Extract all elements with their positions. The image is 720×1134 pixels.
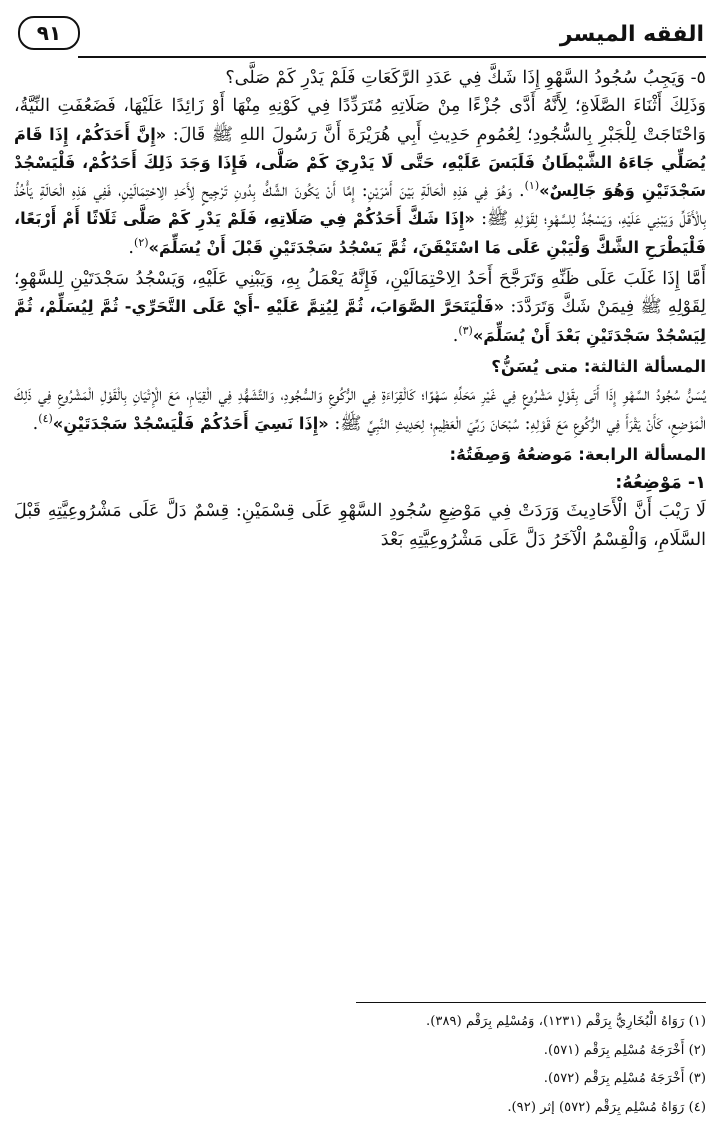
text-segment: وَهُوَ فِي هَذِهِ الْحَالَةِ بَيْنَ أَمْرَيْنِ: إِمَّا أَنْ يَكُونَ الشَّكُّ بِدُونِ تَرْجِيحٍ لِأَحَدِ الِاحْتِمَالَيْنِ، فَفِي هَذِهِ الْحَالَةِ يَأْخُذُ بِالْأَقَلِّ وَيَبْنِي عَلَيْهِ، وَيَسْجُدُ لِلسَّهْوِ؛ لِقَوْلِهِ ﷺ:	[14, 181, 706, 230]
footnote-item: (٤) رَوَاهُ مُسْلِم بِرَقْم (٥٧٢) إثر (٩٢).	[507, 1099, 706, 1115]
paragraph-position: لَا رَيْبَ أَنَّ الْأَحَادِيثَ وَرَدَتْ فِي مَوْضِعِ سُجُودِ السَّهْوِ عَلَى قِسْمَيْنِ: قِسْمٌ دَلَّ عَلَى مَشْرُوعِيَّتِهِ قَبْلَ السَّلَامِ، وَالْقِسْمُ الْآخَرُ دَلَّ عَلَى مَشْرُوعِيَّتِهِ بَعْدَ	[14, 501, 706, 550]
footnote-ref: (٢)	[134, 235, 149, 249]
hadith-quote: «فَلْيَتَحَرَّ الصَّوَابَ، ثُمَّ لِيُتِمَّ عَلَيْهِ -أَيْ عَلَى التَّحَرِّي- ثُمَّ لِيُسَلِّمْ، ثُمَّ لِيَسْجُدْ سَجْدَتَيْنِ بَعْدَ أَنْ يُسَلِّمَ»	[14, 297, 706, 345]
text-segment: أَنَّ رَسُولَ اللهِ ﷺ قَالَ:	[172, 124, 342, 145]
subsection-heading: ١- مَوْضِعُهُ:	[615, 473, 706, 494]
footnote-ref: (١)	[524, 179, 540, 193]
main-text	[14, 64, 706, 554]
page-header	[14, 8, 706, 56]
book-page	[14, 0, 706, 1134]
paragraph-when-sunnah: يُسَنُّ سُجُودُ السَّهْوِ إِذَا أَتَى بِقَوْلٍ مَشْرُوعٍ فِي غَيْرِ مَحَلِّهِ سَهْوًا؛ كَالْقِرَاءَةِ فِي الرُّكُوعِ وَالسُّجُودِ، وَالتَّشَهُّدِ فِي الْقِيَامِ، مَعَ الْإِتْيَانِ بِالْقَوْلِ الْمَشْرُوعِ فِي ذَلِكَ الْمَوْضِعِ، كَأَنْ يَقْرَأَ فِي الرُّكُوعِ مَعَ قَوْلِهِ: سُبْحَانَ رَبِّيَ الْعَظِيمِ؛ لِحَدِيثِ النَّبِيِّ ﷺ: «إِذَا نَسِيَ أَحَدُكُمْ فَلْيَسْجُدْ سَجْدَتَيْنِ»$^{(٤)}$.	[14, 385, 706, 434]
hadith-quote: «إِنَّ أَحَدَكُمْ، إِذَا قَامَ يُصَلِّي جَاءَهُ الشَّيْطَانُ فَلَبَسَ عَلَيْهِ، حَتَّى لَا يَدْرِيَ كَمْ صَلَّى، فَإِذَا وَجَدَ ذَلِكَ أَحَدُكُمْ، فَلْيَسْجُدْ سَجْدَتَيْنِ وَهُوَ جَالِسٌ»	[14, 124, 707, 201]
section-heading-3: المسألة الثالثة: متى يُسَنُّ؟	[491, 356, 706, 376]
paragraph-point-5: ٥- وَيَجِبُ سُجُودُ السَّهْوِ إِذَا شَكَّ فِي عَدَدِ الرَّكَعَاتِ فَلَمْ يَدْرِ كَمْ صَلَّى؟	[225, 68, 706, 88]
header-divider	[78, 56, 706, 58]
hadith-quote: «إِذَا شَكَّ أَحَدُكُمْ فِي صَلَاتِهِ، فَلَمْ يَدْرِ كَمْ صَلَّى ثَلَاثًا أَمْ أَرْبَعًا، فَلْيَطْرَحِ الشَّكَّ وَلْيَبْنِ عَلَى مَا اسْتَيْقَنَ، ثُمَّ يَسْجُدُ سَجْدَتَيْنِ قَبْلَ أَنْ يُسَلِّمَ»	[14, 209, 706, 257]
text-segment: وَذَلِكَ أَثْنَاءَ الصَّلَاةِ؛ لِأَنَّهُ أَدَّى جُزْءًا مِنْ صَلَاتِهِ مُتَرَدِّدًا فِي كَوْنِهِ مِنْهَا أَوْ زَائِدًا عَلَيْهَا، فَضَعُفَتِ النِّيَّةُ، وَاحْتَاجَتْ لِلْجَبْرِ بِالسُّجُودِ؛ لِعُمُومِ حَدِيثِ أَبِي هُرَيْرَةَ	[14, 96, 707, 145]
footnote-item: (٢) أَخْرَجَهُ مُسْلِم بِرَقْم (٥٧١).	[543, 1042, 706, 1058]
footnote-ref: (٤)	[38, 411, 53, 425]
text-segment: يُسَنُّ سُجُودُ السَّهْوِ إِذَا أَتَى بِقَوْلٍ مَشْرُوعٍ فِي غَيْرِ مَحَلِّهِ سَهْوًا؛ كَالْقِرَاءَةِ فِي الرُّكُوعِ وَالسُّجُودِ، وَالتَّشَهُّدِ فِي الْقِيَامِ، مَعَ الْإِتْيَانِ بِالْقَوْلِ الْمَشْرُوعِ فِي ذَلِكَ الْمَوْضِعِ، كَأَنْ يَقْرَأَ فِي الرُّكُوعِ مَعَ قَوْلِهِ: سُبْحَانَ رَبِّيَ الْعَظِيمِ؛ لِحَدِيثِ النَّبِيِّ ﷺ:	[14, 385, 706, 434]
paragraph-explanation: وَذَلِكَ أَثْنَاءَ الصَّلَاةِ؛ لِأَنَّهُ أَدَّى جُزْءًا مِنْ صَلَاتِهِ مُتَرَدِّدًا فِي كَوْنِهِ مِنْهَا أَوْ زَائِدًا عَلَيْهَا، فَضَعُفَتِ النِّيَّةُ، وَاحْتَاجَتْ لِلْجَبْرِ بِالسُّجُودِ؛ لِعُمُومِ حَدِيثِ أَبِي هُرَيْرَةَ أَنَّ رَسُولَ اللهِ ﷺ قَالَ: «إِنَّ أَحَدَكُمْ، إِذَا قَامَ يُصَلِّي جَاءَهُ الشَّيْطَانُ فَلَبَسَ عَلَيْهِ، حَتَّى لَا يَدْرِيَ كَمْ صَلَّى، فَإِذَا وَجَدَ ذَلِكَ أَحَدُكُمْ، فَلْيَسْجُدْ سَجْدَتَيْنِ وَهُوَ جَالِسٌ»$^{(١)}$. وَهُوَ فِي هَذِهِ الْحَالَةِ بَيْنَ أَمْرَيْنِ: إِمَّا أَنْ يَكُونَ الشَّكُّ بِدُونِ تَرْجِيحٍ لِأَحَدِ الِاحْتِمَالَيْنِ، فَفِي هَذِهِ الْحَالَةِ يَأْخُذُ بِالْأَقَلِّ وَيَبْنِي عَلَيْهِ، وَيَسْجُدُ لِلسَّهْوِ؛ لِقَوْلِهِ ﷺ: «إِذَا شَكَّ أَحَدُكُمْ فِي صَلَاتِهِ، فَلَمْ يَدْرِ كَمْ صَلَّى ثَلَاثًا أَمْ أَرْبَعًا، فَلْيَطْرَحِ الشَّكَّ وَلْيَبْنِ عَلَى مَا اسْتَيْقَنَ، ثُمَّ يَسْجُدُ سَجْدَتَيْنِ قَبْلَ أَنْ يُسَلِّمَ»$^{(٢)}$.	[14, 96, 707, 258]
text-segment: أَمَّا إِذَا غَلَبَ عَلَى ظَنِّهِ وَتَرَجَّحَ أَحَدُ الِاحْتِمَالَيْنِ، فَإِنَّهُ يَعْمَلُ بِهِ، وَيَبْنِي عَلَيْهِ، وَيَسْجُدُ سَجْدَتَيْنِ لِلسَّهْوِ؛ لِقَوْلِهِ ﷺ فِيمَنْ شَكَّ وَتَرَدَّدَ:	[14, 269, 707, 318]
footnote-item: (١) رَوَاهُ الْبُخَارِيُّ بِرَقْم (١٢٣١)، وَمُسْلِم بِرَقْم (٣٨٩).	[426, 1014, 706, 1029]
section-heading-4: المسألة الرابعة: مَوضعُهُ وَصِفَتُهُ:	[449, 444, 706, 464]
hadith-quote: «إِذَا نَسِيَ أَحَدُكُمْ فَلْيَسْجُدْ سَجْدَتَيْنِ»	[52, 413, 329, 433]
page-number-badge	[18, 16, 80, 50]
footnote-divider	[356, 1002, 706, 1003]
paragraph-preference: أَمَّا إِذَا غَلَبَ عَلَى ظَنِّهِ وَتَرَجَّحَ أَحَدُ الِاحْتِمَالَيْنِ، فَإِنَّهُ يَعْمَلُ بِهِ، وَيَبْنِي عَلَيْهِ، وَيَسْجُدُ سَجْدَتَيْنِ لِلسَّهْوِ؛ لِقَوْلِهِ ﷺ فِيمَنْ شَكَّ وَتَرَدَّدَ: «فَلْيَتَحَرَّ الصَّوَابَ، ثُمَّ لِيُتِمَّ عَلَيْهِ -أَيْ عَلَى التَّحَرِّي- ثُمَّ لِيُسَلِّمْ، ثُمَّ لِيَسْجُدْ سَجْدَتَيْنِ بَعْدَ أَنْ يُسَلِّمَ»$^{(٣)}$.	[14, 269, 707, 346]
book-title: الفقه الميسر	[559, 22, 704, 47]
page-number: ٩١	[36, 21, 62, 45]
footnote-item: (٣) أَخْرَجَهُ مُسْلِم بِرَقْم (٥٧٢).	[543, 1071, 706, 1086]
footnote-ref: (٣)	[458, 323, 473, 337]
footnotes	[14, 1008, 706, 1122]
